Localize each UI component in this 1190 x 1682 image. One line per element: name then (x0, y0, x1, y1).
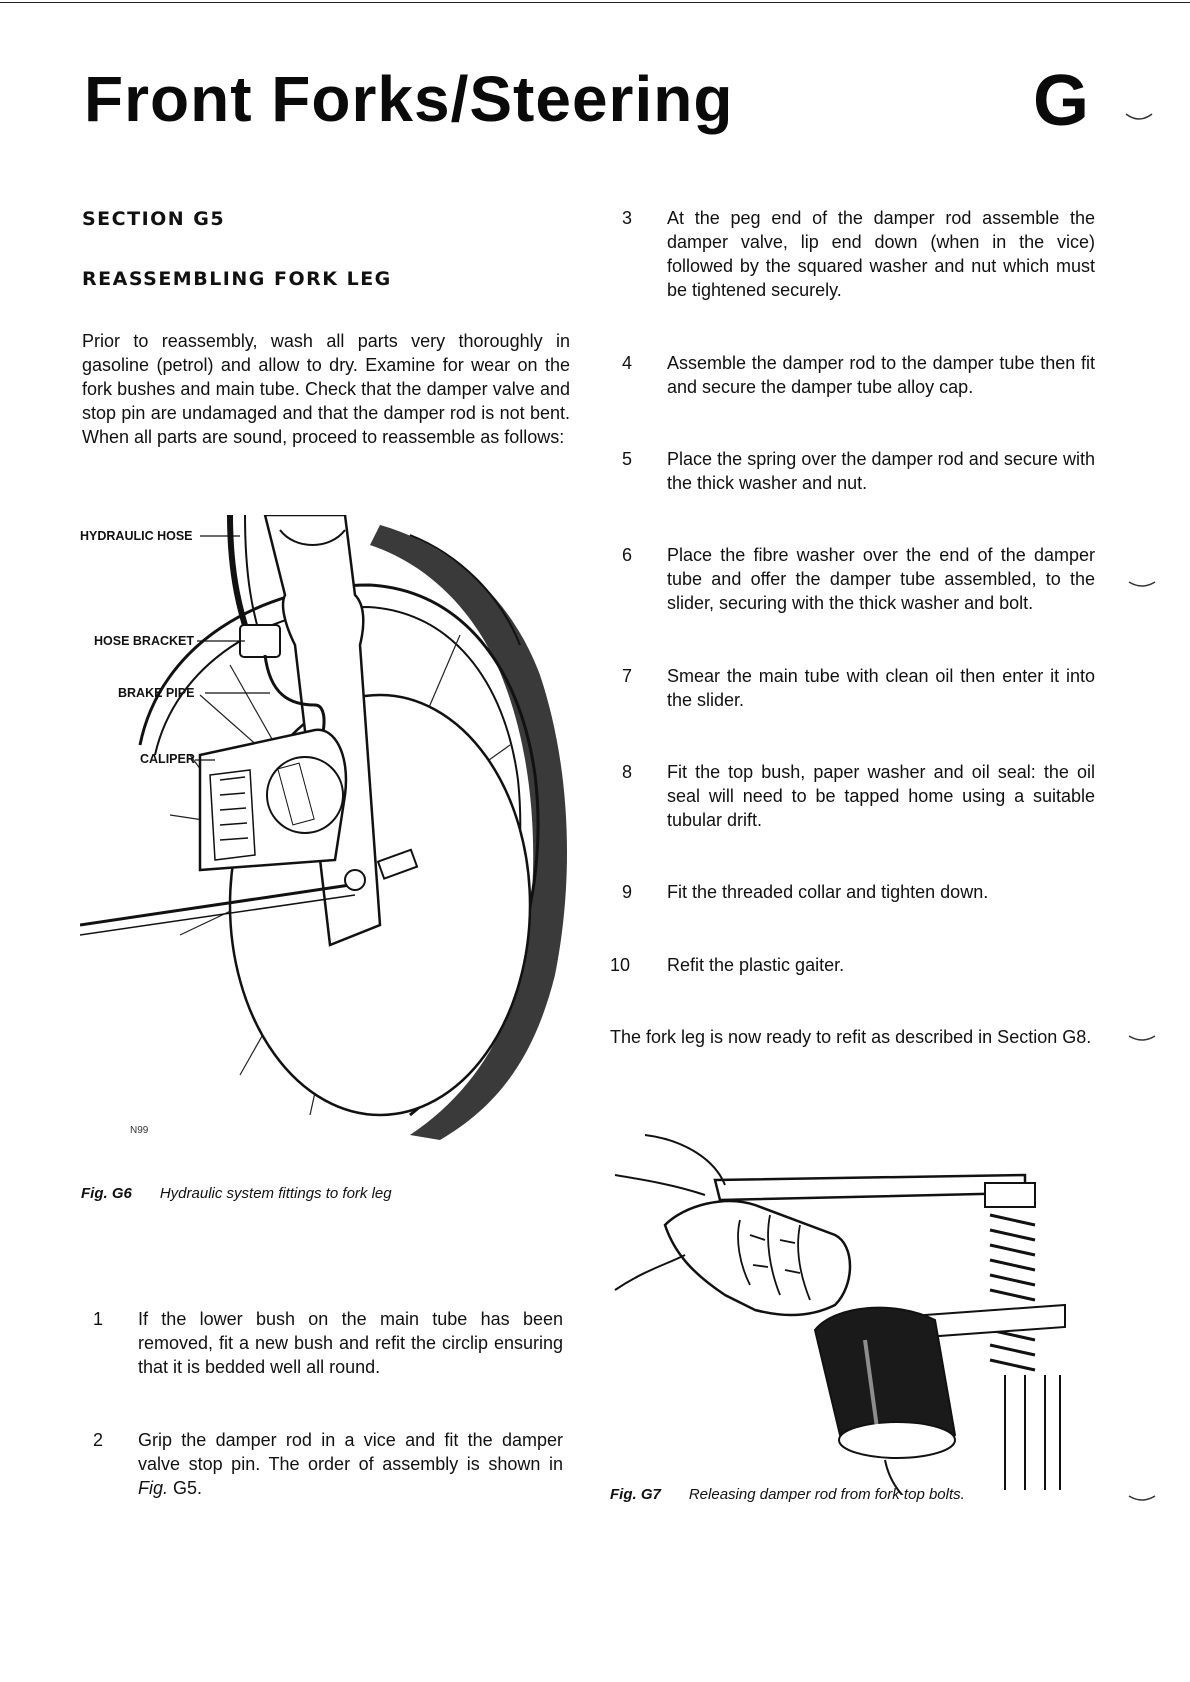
step-10 (610, 953, 1092, 977)
step-text: Grip the damper rod in a vice and fit the damper valve stop pin. The order of assembly is shown in Fig. G5. (138, 1430, 563, 1498)
step-number: 6 (622, 545, 633, 565)
step-number: 10 (610, 955, 631, 975)
step-number: 8 (622, 762, 633, 782)
section-letter: G (1033, 61, 1090, 141)
closing-paragraph: The fork leg is now ready to refit as described in Section G8. (610, 1027, 1092, 1047)
step-number: 5 (622, 449, 633, 469)
margin-mark (1124, 112, 1154, 122)
margin-mark (1127, 580, 1157, 590)
step-text: Fit the threaded collar and tighten down. (667, 882, 989, 902)
step-5 (622, 447, 1095, 495)
step-2 (93, 1428, 563, 1500)
figure-g6-caption (81, 1185, 392, 1202)
top-rule (0, 2, 1190, 3)
figure-g7-label: Fig. G7 (610, 1486, 661, 1503)
intro-paragraph: Prior to reassembly, wash all parts very thoroughly in gasoline (petrol) and allow to dry. Examine for wear on the fork bushes and main tube. Check that the damper valve and stop pin are undamaged and that the damper rod is not bent. When all parts are sound, proceed to reassemble as follows: (82, 331, 570, 447)
figure-g6-illustration (80, 515, 570, 1155)
figure-g7-illustration (605, 1115, 1075, 1495)
spring (990, 1215, 1035, 1370)
step-text: Place the fibre washer over the end of the damper tube and offer the damper tube assembled, to the slider, securing with the thick washer and bolt. (667, 545, 1095, 613)
step-9 (622, 880, 1092, 904)
step-8 (622, 760, 1095, 832)
figure-g6-label: Fig. G6 (81, 1185, 132, 1202)
figure-g7-caption (610, 1486, 965, 1503)
step-number: 4 (622, 353, 633, 373)
page-title: Front Forks/Steering (84, 63, 734, 135)
figure-g7-caption-text: Releasing damper rod from fork top bolts. (688, 1486, 965, 1503)
step-text: Assemble the damper rod to the damper tube then fit and secure the damper tube alloy cap. (667, 353, 1095, 397)
figure-code: N99 (130, 1125, 149, 1136)
step-number: 3 (622, 208, 633, 228)
step-text: Fit the top bush, paper washer and oil seal: the oil seal will need to be tapped home using a suitable tubular drift. (667, 762, 1095, 830)
callout-brake-pipe: BRAKE PIPE (118, 686, 195, 700)
step-number: 7 (622, 666, 633, 686)
step-text: Place the spring over the damper rod and secure with the thick washer and nut. (667, 449, 1095, 493)
wrench (715, 1175, 1025, 1200)
step-4 (622, 351, 1095, 399)
callout-hydraulic-hose: HYDRAULIC HOSE (80, 529, 193, 543)
step-number: 2 (93, 1430, 104, 1450)
hose-bracket (240, 625, 280, 657)
figure-g6-caption-text: Hydraulic system fittings to fork leg (159, 1185, 392, 1202)
margin-mark (1127, 1034, 1157, 1044)
section-number: SECTION G5 (82, 208, 226, 230)
step-text: At the peg end of the damper rod assemble the damper valve, lip end down (when in the vice) followed by the squared washer and nut which must be tightened securely. (667, 208, 1095, 300)
step-3 (622, 206, 1095, 302)
step-7 (622, 664, 1095, 712)
callout-hose-bracket: HOSE BRACKET (94, 634, 195, 648)
callout-caliper: CALIPER (140, 752, 195, 766)
step-text: Refit the plastic gaiter. (667, 955, 845, 975)
margin-mark (1127, 1494, 1157, 1504)
step-1 (93, 1307, 563, 1379)
step-number: 1 (93, 1309, 104, 1329)
step-text: Smear the main tube with clean oil then enter it into the slider. (667, 666, 1095, 710)
section-heading: REASSEMBLING FORK LEG (82, 268, 392, 290)
step-6 (622, 543, 1095, 615)
step-text: If the lower bush on the main tube has been removed, fit a new bush and refit the circlip ensuring that it is bedded well all round. (138, 1309, 563, 1377)
hand (665, 1201, 850, 1315)
step-number: 9 (622, 882, 633, 902)
